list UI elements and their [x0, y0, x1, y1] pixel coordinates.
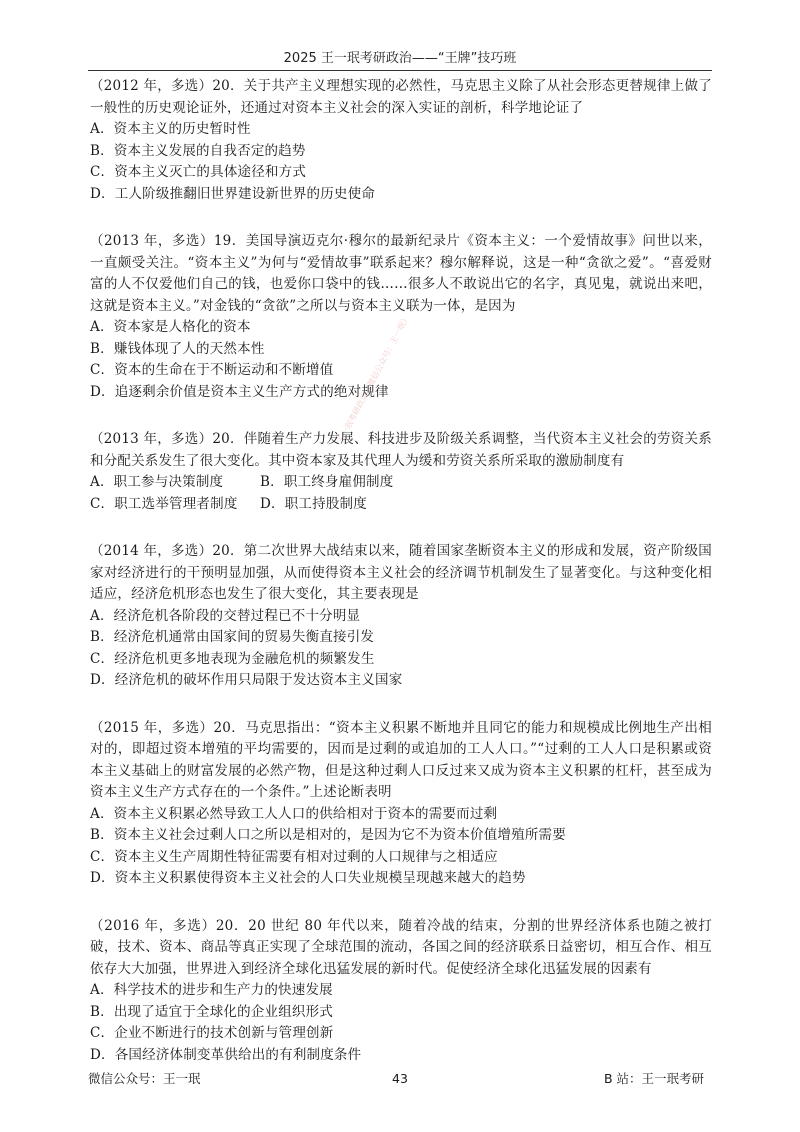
option-d: D．工人阶级推翻旧世界建设新世界的历史使命: [90, 185, 376, 202]
option-d: D．经济危机的破坏作用只局限于发达资本主义国家: [90, 672, 403, 688]
question-stem: （2016 年，多选）20．20 世纪 80 年代以来，随着冷战的结束，分割的世界经济体系也随之被打破，技术、资本、商品等真正实现了全球范围的流动，各国之间的经济联系日益密切，相互合作、相互依存大大加强，世界进入到经济全球化迅猛发展的新时代。促使经济全球化迅猛发展的因素有: [90, 917, 712, 977]
option-c: C．资本的生命在于不断运动和不断增值: [90, 362, 334, 378]
option-c: C．企业不断进行的技术创新与管理创新: [90, 1025, 334, 1041]
option-a: A．资本主义积累必然导致工人人口的供给相对于资本的需要而过剩: [90, 805, 498, 822]
option-b: B．赚钱体现了人的天然本性: [90, 340, 265, 357]
question-stem: （2013 年，多选）19．美国导演迈克尔·穆尔的最新纪录片《资本主义：一个爱情故事》问世以来，一直颇受关注。“资本主义”为何与“爱情故事”联系起来？穆尔解释说，这是一种“贪欲之爱”。“喜爱财富的人不仅爱他们自己的钱，也爱你口袋中的钱……很多人不敢说出它的名字，真见鬼，就说出来吧，这就是资本主义。”对金钱的“贪欲”之所以与资本主义联为一体，是因为: [90, 233, 712, 314]
page-header: 2025 王一珉考研政治——“王牌”技巧班: [283, 51, 517, 66]
option-b: B．出现了适宜于全球化的企业组织形式: [90, 1003, 334, 1020]
question-2013-19: [90, 231, 712, 403]
question-2014-20: [90, 541, 712, 692]
option-c: C．资本主义灭亡的具体途径和方式: [90, 164, 307, 180]
option-c: C．经济危机更多地表现为金融危机的频繁发生: [90, 650, 375, 667]
option-d: D．资本主义积累使得资本主义社会的人口失业规模呈现越来越大的趋势: [90, 870, 526, 886]
option-a: A．经济危机各阶段的交替过程已不十分明显: [90, 607, 361, 624]
option-b: B．经济危机通常由国家间的贸易失衡直接引发: [90, 629, 375, 645]
question-stem: （2012 年，多选）20．关于共产主义理想实现的必然性，马克思主义除了从社会形态更替规律上做了一般性的历史观论证外，还通过对资本主义社会的深入实证的剖析，科学地论证了: [90, 78, 712, 116]
option-c: C．职工选举管理者制度: [90, 495, 238, 512]
option-b: B．职工终身雇佣制度: [260, 474, 394, 490]
watermark: 王一珉考研政治（微信公众号：王一珉）: [335, 313, 412, 445]
footer-bilibili: B 站：王一珉考研: [603, 1071, 704, 1086]
option-d: D．各国经济体制变革供给出的有利制度条件: [90, 1046, 362, 1063]
question-2012-20: [90, 76, 712, 205]
options-row: [90, 472, 712, 494]
question-list: [90, 76, 712, 1092]
page-number: 43: [392, 1071, 408, 1086]
question-2015-20: [90, 718, 712, 890]
option-a: A．职工参与决策制度: [90, 474, 224, 490]
option-b: B．资本主义社会过剩人口之所以是相对的，是因为它不为资本价值增殖所需要: [90, 827, 566, 843]
option-d: D．职工持股制度: [260, 495, 367, 512]
header-divider: [88, 70, 712, 71]
question-2016-20: [90, 916, 712, 1067]
footer-wechat: 微信公众号：王一珉: [88, 1071, 201, 1086]
option-d: D．追逐剩余价值是资本主义生产方式的绝对规律: [90, 383, 389, 400]
question-2013-20: [90, 429, 712, 515]
question-stem: （2015 年，多选）20．马克思指出：“资本主义积累不断地并且同它的能力和规模成比例地生产出相对的，即超过资本增殖的平均需要的，因而是过剩的或追加的工人人口。”“过剩的工人人口是积累或资本主义基础上的财富发展的必然产物，但是这种过剩人口反过来又成为资本主义积累的杠杆，甚至成为资本主义生产方式存在的一个条件。”上述论断表明: [90, 719, 712, 800]
option-c: C．资本主义生产周期性特征需要有相对过剩的人口规律与之相适应: [90, 848, 498, 865]
page-footer: [88, 1070, 712, 1088]
options-row: [90, 494, 712, 516]
question-stem: （2013 年，多选）20．伴随着生产力发展、科技进步及阶级关系调整，当代资本主义社会的劳资关系和分配关系发生了很大变化。其中资本家及其代理人为缓和劳资关系所采取的激励制度有: [90, 431, 712, 469]
option-b: B．资本主义发展的自我否定的趋势: [90, 142, 306, 159]
question-stem: （2014 年，多选）20．第二次世界大战结束以来，随着国家垄断资本主义的形成和发展，资产阶级国家对经济进行的干预明显加强，从而使得资本主义社会的经济调节机制发生了显著变化。与这种变化相适应，经济危机形态也发生了很大变化，其主要表现是: [90, 543, 712, 602]
option-a: A．资本家是人格化的资本: [90, 319, 251, 335]
option-a: A．科学技术的进步和生产力的快速发展: [90, 982, 333, 998]
option-a: A．资本主义的历史暂时性: [90, 121, 251, 137]
